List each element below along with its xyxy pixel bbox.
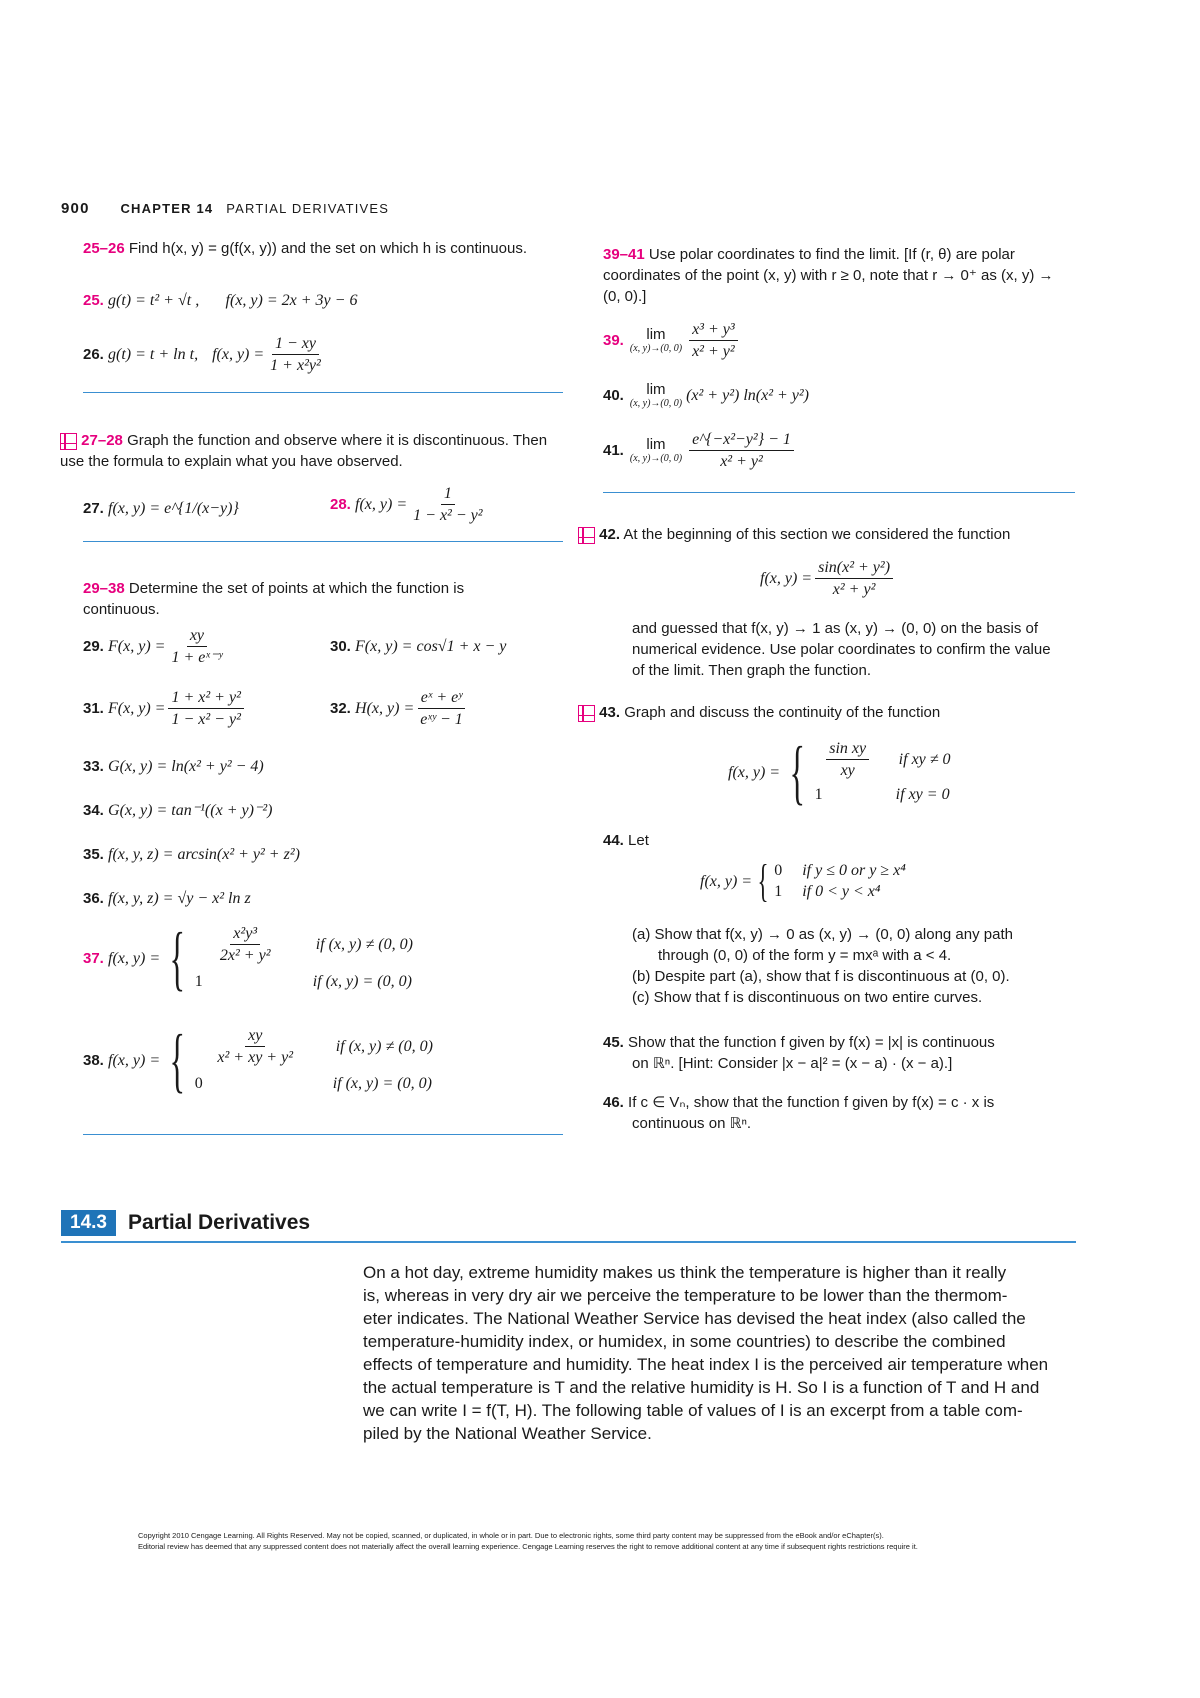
case-condition: if y ≤ 0 or y ≥ x⁴ [802, 862, 906, 879]
left-brace: { [757, 855, 769, 906]
exercise-26 [83, 334, 327, 375]
exercise-number: 27. [83, 500, 104, 517]
fraction [198, 924, 293, 965]
piecewise-cases [195, 924, 413, 992]
exercise-number: 41. [603, 442, 624, 459]
case-value: 1 [814, 786, 823, 803]
exercise-46 [603, 1092, 994, 1134]
part-b: (b) Despite part (a), show that f is discontinuous at (0, 0). [632, 968, 1010, 985]
exercise-number: 39. [603, 332, 624, 349]
exercise-number: 45. [603, 1034, 624, 1051]
instruction: Find h(x, y) = g(f(x, y)) and the set on which h is continuous. [128, 240, 527, 257]
math-expr: g(t) = t + ln t, [108, 346, 199, 363]
instruction: Determine the set of points at which the function is continuous. [83, 580, 465, 618]
paragraph-line: is, whereas in very dry air we perceive the temperature to be lower than the thermom- [363, 1286, 1008, 1305]
exercise-43-formula [728, 732, 951, 812]
divider [83, 541, 563, 542]
left-brace: { [169, 1020, 186, 1100]
running-header [61, 200, 389, 217]
denominator: x² + y² [720, 453, 763, 470]
piecewise-cases [195, 1026, 433, 1094]
denominator: x² + xy + y² [217, 1049, 293, 1066]
exercise-44-intro [603, 830, 649, 851]
exercise-41 [603, 430, 797, 471]
fraction [689, 320, 738, 361]
exercise-group-29-38 [83, 578, 543, 620]
instruction: Graph the function and observe where it is discontinuous. Then use the formula to explain what you have observed. [60, 432, 548, 470]
part-a-cont: through (0, 0) of the form y = mxᵃ with a < 4. [658, 947, 952, 964]
math-expr: F(x, y) = cos√1 + x − y [355, 638, 507, 655]
paragraph-line: temperature-humidity index, or humidex, in some countries) to describe the combined [363, 1332, 1006, 1351]
exercise-group-25-26 [83, 238, 563, 259]
paragraph-line: eter indicates. The National Weather Service has devised the heat index (also called the [363, 1309, 1026, 1328]
lim-word: lim [646, 326, 666, 343]
numerator: x²y³ [230, 924, 260, 945]
exercise-42-body [632, 618, 1062, 681]
section-number-badge: 14.3 [61, 1210, 116, 1236]
exercise-36 [83, 888, 251, 909]
exercise-text: Graph and discuss the continuity of the function [624, 704, 941, 721]
denominator: x² + y² [832, 581, 876, 598]
paragraph-line: effects of temperature and humidity. The heat index I is the perceived air temperature when [363, 1355, 1049, 1374]
page-number: 900 [61, 200, 90, 217]
lim-subscript: (x, y)→(0, 0) [629, 398, 683, 409]
numerator: x³ + y³ [689, 320, 738, 341]
exercise-44-parts [632, 924, 1013, 1008]
exercise-text: continuous on ℝⁿ. [632, 1115, 752, 1132]
exercise-number: 29. [83, 638, 104, 655]
exercise-number: 25. [83, 292, 104, 309]
numerator: eˣ + eʸ [418, 688, 466, 709]
case-value: 1 [194, 973, 203, 990]
math-expr: f(x, y) = [728, 763, 781, 781]
section-title: Partial Derivatives [127, 1211, 311, 1234]
exercise-number: 44. [603, 832, 624, 849]
exercise-number: 34. [83, 802, 104, 819]
piecewise-cases [815, 739, 951, 805]
exercise-40 [603, 382, 809, 409]
exercise-35 [83, 844, 300, 865]
exercise-45 [603, 1032, 995, 1074]
graphing-calculator-icon [578, 705, 595, 722]
exercise-25 [83, 290, 357, 311]
fraction [168, 626, 225, 667]
case-condition: if (x, y) ≠ (0, 0) [315, 936, 413, 953]
denominator: 1 + x²y² [270, 357, 321, 374]
math-expr: f(x, y, z) = arcsin(x² + y² + z²) [108, 846, 300, 863]
lim-subscript: (x, y)→(0, 0) [629, 453, 683, 464]
part-a: (a) Show that f(x, y) → 0 as (x, y) → (0, 0) along any path [632, 926, 1013, 943]
numerator: 1 + x² + y² [168, 688, 243, 709]
paragraph-line: the actual temperature is T and the relative humidity is H. So I is a function of T and H and [363, 1378, 1040, 1397]
denominator: x² + y² [692, 343, 735, 360]
denominator: eˣʸ − 1 [420, 711, 463, 728]
copyright-line: Editorial review has deemed that any suppressed content does not materially affect the overall learning experience. Cengage Learning reserves the right to remove additional content at any time if subsequent rights restrictions require it. [138, 1542, 918, 1551]
range-label: 29–38 [83, 580, 125, 597]
exercise-number: 46. [603, 1094, 624, 1111]
case-value: 1 [774, 883, 783, 900]
exercise-number: 42. [599, 526, 621, 543]
case-value: 0 [774, 862, 783, 879]
paragraph-line: On a hot day, extreme humidity makes us think the temperature is higher than it really [363, 1263, 1007, 1282]
paragraph-line: piled by the National Weather Service. [363, 1424, 652, 1443]
numerator: sin(x² + y²) [815, 558, 893, 579]
denominator: 1 − x² − y² [171, 711, 241, 728]
instruction: Use polar coordinates to find the limit. [If (r, θ) are polar coordinates of the point (x, y) with r ≥ 0, note that r → 0⁺ as (x, y) → (0, 0).] [603, 246, 1054, 305]
case-condition: if 0 < y < x⁴ [802, 883, 881, 900]
exercise-number: 38. [83, 1051, 104, 1069]
exercise-text: and guessed that f(x, y) → 1 as (x, y) → (0, 0) on the basis of numerical evidence. Use polar coordinates to confirm the value of the limit. Then graph the function. [632, 620, 1051, 679]
math-expr: f(x, y) = 2x + 3y − 6 [225, 292, 358, 309]
math-expr: f(x, y) = e^{1/(x−y)} [108, 500, 239, 517]
fraction [417, 688, 466, 729]
exercise-28 [330, 484, 489, 525]
exercise-number: 32. [330, 700, 351, 717]
exercise-text: Show that the function f given by f(x) = |x| is continuous [628, 1034, 995, 1051]
exercise-text: At the beginning of this section we considered the function [623, 526, 1011, 543]
math-expr: (x² + y²) ln(x² + y²) [686, 387, 810, 404]
math-expr: f(x, y) = [700, 872, 753, 890]
math-expr: f(x, y) = [108, 1051, 161, 1069]
copyright-footer [138, 1530, 918, 1552]
exercise-31 [83, 688, 247, 729]
fraction [689, 430, 794, 471]
numerator: xy [245, 1026, 265, 1047]
exercise-number: 40. [603, 387, 624, 404]
exercise-number: 33. [83, 758, 104, 775]
chapter-title: PARTIAL DERIVATIVES [226, 201, 390, 216]
case-value: 0 [194, 1075, 203, 1092]
math-expr: g(t) = t² + √t , [108, 292, 200, 309]
exercise-number: 31. [83, 700, 104, 717]
divider [603, 492, 1075, 493]
fraction [168, 688, 243, 729]
numerator: xy [187, 626, 207, 647]
denominator: xy [840, 762, 855, 779]
exercise-27 [83, 498, 239, 519]
case-condition: if xy ≠ 0 [898, 751, 951, 768]
limit-operator [630, 382, 682, 409]
range-label: 39–41 [603, 246, 645, 263]
math-expr: G(x, y) = ln(x² + y² − 4) [108, 758, 264, 775]
left-brace: { [169, 918, 186, 998]
exercise-38 [83, 1020, 433, 1100]
exercise-42-formula [760, 558, 896, 599]
lim-word: lim [646, 436, 666, 453]
exercise-33 [83, 756, 264, 777]
exercise-number: 28. [330, 496, 351, 513]
math-expr: f(x, y) = [760, 570, 813, 587]
piecewise-cases [774, 860, 906, 902]
math-expr: F(x, y) = [108, 700, 166, 717]
copyright-line: Copyright 2010 Cengage Learning. All Rights Reserved. May not be copied, scanned, or duplicated, in whole or in part. Due to electronic rights, some third party content may be suppressed from the eBook and/or eChapter(s). [138, 1531, 884, 1540]
denominator: 2x² + y² [219, 947, 271, 964]
exercise-number: 37. [83, 949, 104, 967]
exercise-30 [330, 636, 506, 657]
lim-subscript: (x, y)→(0, 0) [629, 343, 683, 354]
exercise-text: on ℝⁿ. [Hint: Consider |x − a|² = (x − a) · (x − a).] [632, 1055, 953, 1072]
exercise-text: Let [628, 832, 649, 849]
math-expr: G(x, y) = tan⁻¹((x + y)⁻²) [108, 802, 273, 819]
math-expr: f(x, y) = [108, 949, 161, 967]
chapter-label: CHAPTER 14 [120, 201, 214, 216]
exercise-34 [83, 800, 272, 821]
exercise-42-intro [578, 524, 1010, 545]
numerator: sin xy [826, 739, 869, 760]
exercise-44-formula [700, 855, 906, 906]
intro-paragraph [363, 1261, 1083, 1445]
math-expr: f(x, y, z) = √y − x² ln z [108, 890, 251, 907]
exercise-number: 36. [83, 890, 104, 907]
divider [83, 1134, 563, 1135]
denominator: 1 − x² − y² [413, 507, 483, 524]
fraction [410, 484, 485, 525]
range-label: 27–28 [81, 432, 123, 449]
exercise-number: 43. [599, 704, 621, 721]
case-condition: if (x, y) ≠ (0, 0) [335, 1038, 433, 1055]
graphing-calculator-icon [578, 527, 595, 544]
fraction [198, 1026, 313, 1067]
math-expr: f(x, y) = [355, 496, 408, 513]
numerator: 1 [441, 484, 455, 505]
range-label: 25–26 [83, 240, 125, 257]
fraction [815, 558, 893, 599]
limit-operator [630, 437, 682, 464]
exercise-39 [603, 320, 741, 361]
numerator: e^{−x²−y²} − 1 [689, 430, 794, 451]
exercise-text: If c ∈ Vₙ, show that the function f given by f(x) = c · x is [628, 1094, 995, 1111]
denominator: 1 + eˣ⁻ʸ [171, 649, 223, 666]
limit-operator [630, 327, 682, 354]
left-brace: { [789, 732, 806, 812]
exercise-group-39-41 [603, 244, 1073, 307]
fraction [267, 334, 324, 375]
exercise-number: 30. [330, 638, 351, 655]
case-condition: if (x, y) = (0, 0) [332, 1075, 432, 1092]
exercise-29 [83, 626, 228, 667]
exercise-32 [330, 688, 469, 729]
part-c: (c) Show that f is discontinuous on two entire curves. [632, 989, 983, 1006]
case-condition: if xy = 0 [895, 786, 950, 803]
section-rule [61, 1241, 1076, 1243]
exercise-group-27-28 [60, 430, 560, 472]
paragraph-line: we can write I = f(T, H). The following table of values of I is an excerpt from a table com- [363, 1401, 1023, 1420]
exercise-number: 26. [83, 346, 104, 363]
divider [83, 392, 563, 393]
math-expr: f(x, y) = [212, 346, 265, 363]
section-heading [61, 1210, 310, 1236]
exercise-37 [83, 918, 413, 998]
exercise-number: 35. [83, 846, 104, 863]
fraction [818, 739, 878, 780]
graphing-calculator-icon [60, 433, 77, 450]
lim-word: lim [646, 381, 666, 398]
math-expr: H(x, y) = [355, 700, 415, 717]
math-expr: F(x, y) = [108, 638, 166, 655]
exercise-43-intro [578, 702, 940, 723]
case-condition: if (x, y) = (0, 0) [312, 973, 412, 990]
numerator: 1 − xy [272, 334, 319, 355]
